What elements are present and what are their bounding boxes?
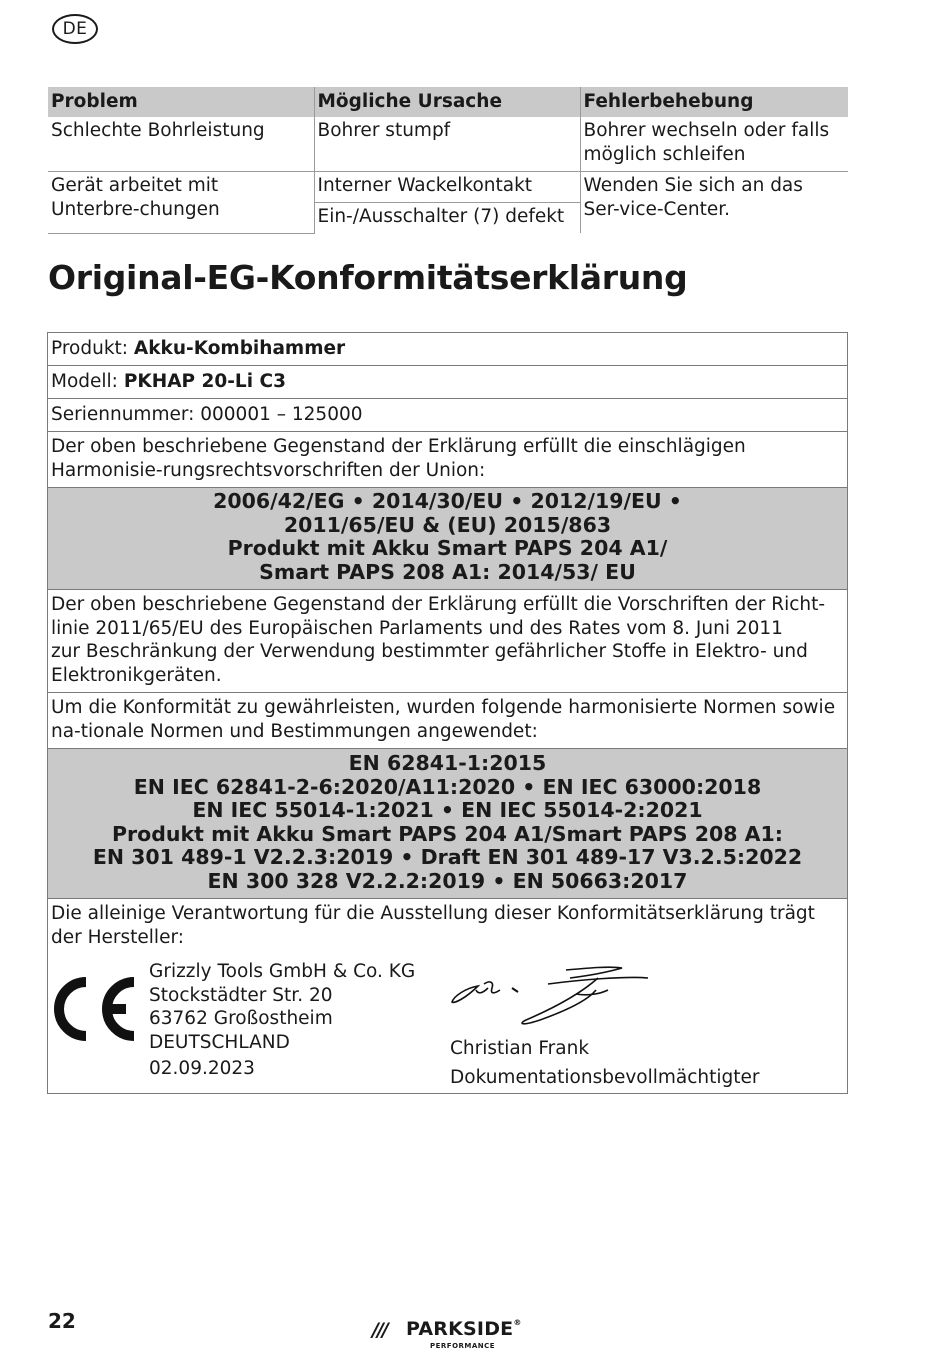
directive-line: Produkt mit Akku Smart PAPS 204 A1/ — [227, 536, 668, 561]
harmonisation-text: Der oben beschriebene Gegenstand der Erklärung erfüllt die einschlägigen Harmonisie-rungsrechtsvorschriften der Union: — [48, 432, 847, 488]
column-header-fix: Fehlerbehebung — [580, 87, 848, 117]
address-line: 63762 Großostheim — [149, 1008, 333, 1030]
address-line: DEUTSCHLAND — [149, 1031, 290, 1053]
serial-number: Seriennummer: 000001 – 125000 — [51, 404, 363, 426]
problem-cell: Gerät arbeitet mit Unterbre-chungen — [48, 172, 314, 234]
brand-slashes: /// — [372, 1319, 387, 1341]
declaration-date: 02.09.2023 — [149, 1058, 255, 1079]
directive-line: 2011/65/EU & (EU) 2015/863 — [283, 512, 612, 537]
norm-line: Produkt mit Akku Smart PAPS 204 A1/Smart PAPS 208 A1: — [112, 821, 783, 846]
norm-line: EN IEC 62841-2-6:2020/A11:2020 • EN IEC 63000:2018 — [133, 774, 762, 799]
fix-cell: Bohrer wechseln oder falls möglich schleifen — [580, 117, 848, 172]
parkside-logo — [372, 1318, 532, 1352]
model-value: PKHAP 20-Li C3 — [123, 371, 286, 393]
model-label: Modell: — [51, 371, 118, 393]
fix-cell: Wenden Sie sich an das Ser-vice-Center. — [580, 172, 848, 234]
rohs-line: Der oben beschriebene Gegenstand der Erklärung erfüllt die Vorschriften der Richt- — [51, 594, 826, 615]
table-header-row — [48, 87, 848, 117]
norms-text: Um die Konformität zu gewährleisten, wurden folgende harmonisierte Normen sowie na-tionale Normen und Bestimmungen angewendet: — [48, 693, 847, 749]
product-row — [48, 333, 847, 366]
language-badge — [52, 14, 98, 44]
norm-line: EN 300 328 V2.2.2:2019 • EN 50663:2017 — [207, 868, 688, 893]
signature-icon — [448, 964, 658, 1036]
language-badge-label: DE — [62, 19, 88, 39]
declaration-box — [47, 332, 848, 1094]
norm-line: EN IEC 55014-1:2021 • EN IEC 55014-2:2021 — [192, 798, 703, 823]
column-header-cause: Mögliche Ursache — [314, 87, 580, 117]
table-row — [48, 172, 848, 203]
brand-subtitle: PERFORMANCE — [430, 1342, 496, 1350]
brand-name — [406, 1318, 522, 1340]
signer-role: Dokumentationsbevollmächtigter — [450, 1066, 760, 1088]
signer-block — [450, 1035, 760, 1092]
problem-cell: Schlechte Bohrleistung — [48, 117, 314, 172]
directive-line: 2006/42/EG • 2014/30/EU • 2012/19/EU • — [213, 489, 682, 513]
declaration-title: Original-EG-Konformitätserklärung — [48, 258, 688, 297]
signer-name: Christian Frank — [450, 1038, 590, 1059]
address-line: Grizzly Tools GmbH & Co. KG — [149, 961, 416, 982]
manufacturer-block — [48, 954, 847, 1144]
page-number: 22 — [48, 1309, 76, 1333]
cause-cell: Ein-/Ausschalter (7) defekt — [314, 203, 580, 234]
brand-registered-mark: ® — [513, 1318, 522, 1327]
address-line: Stockstädter Str. 20 — [149, 984, 333, 1006]
troubleshooting-table — [48, 87, 848, 234]
cause-cell: Bohrer stumpf — [314, 117, 580, 172]
rohs-text — [48, 590, 847, 693]
norm-line: EN 62841-1:2015 — [348, 751, 547, 775]
model-row — [48, 366, 847, 399]
ce-mark-icon — [50, 974, 140, 1044]
product-value: Akku-Kombihammer — [133, 338, 346, 360]
product-label: Produkt: — [51, 338, 129, 360]
rohs-line: Elektronikgeräten. — [51, 664, 222, 686]
norm-line: EN 301 489-1 V2.2.3:2019 • Draft EN 301 489-17 V3.2.5:2022 — [92, 845, 803, 870]
column-header-problem: Problem — [48, 87, 314, 117]
cause-cell: Interner Wackelkontakt — [314, 172, 580, 203]
responsibility-text: Die alleinige Verantwortung für die Ausstellung dieser Konformitätserklärung trägt der Hersteller: — [51, 903, 815, 948]
table-row — [48, 117, 848, 172]
serial-row — [48, 399, 847, 432]
directives-block — [48, 488, 847, 590]
manufacturer-address — [149, 960, 415, 1054]
directive-line: Smart PAPS 208 A1: 2014/53/ EU — [259, 559, 636, 584]
norms-block — [48, 749, 847, 899]
rohs-line: zur Beschränkung der Verwendung bestimmter gefährlicher Stoffe in Elektro- und — [51, 641, 808, 662]
rohs-line: linie 2011/65/EU des Europäischen Parlaments und des Rates vom 8. Juni 2011 — [51, 617, 783, 639]
brand-name-text: PARKSIDE — [406, 1318, 514, 1340]
